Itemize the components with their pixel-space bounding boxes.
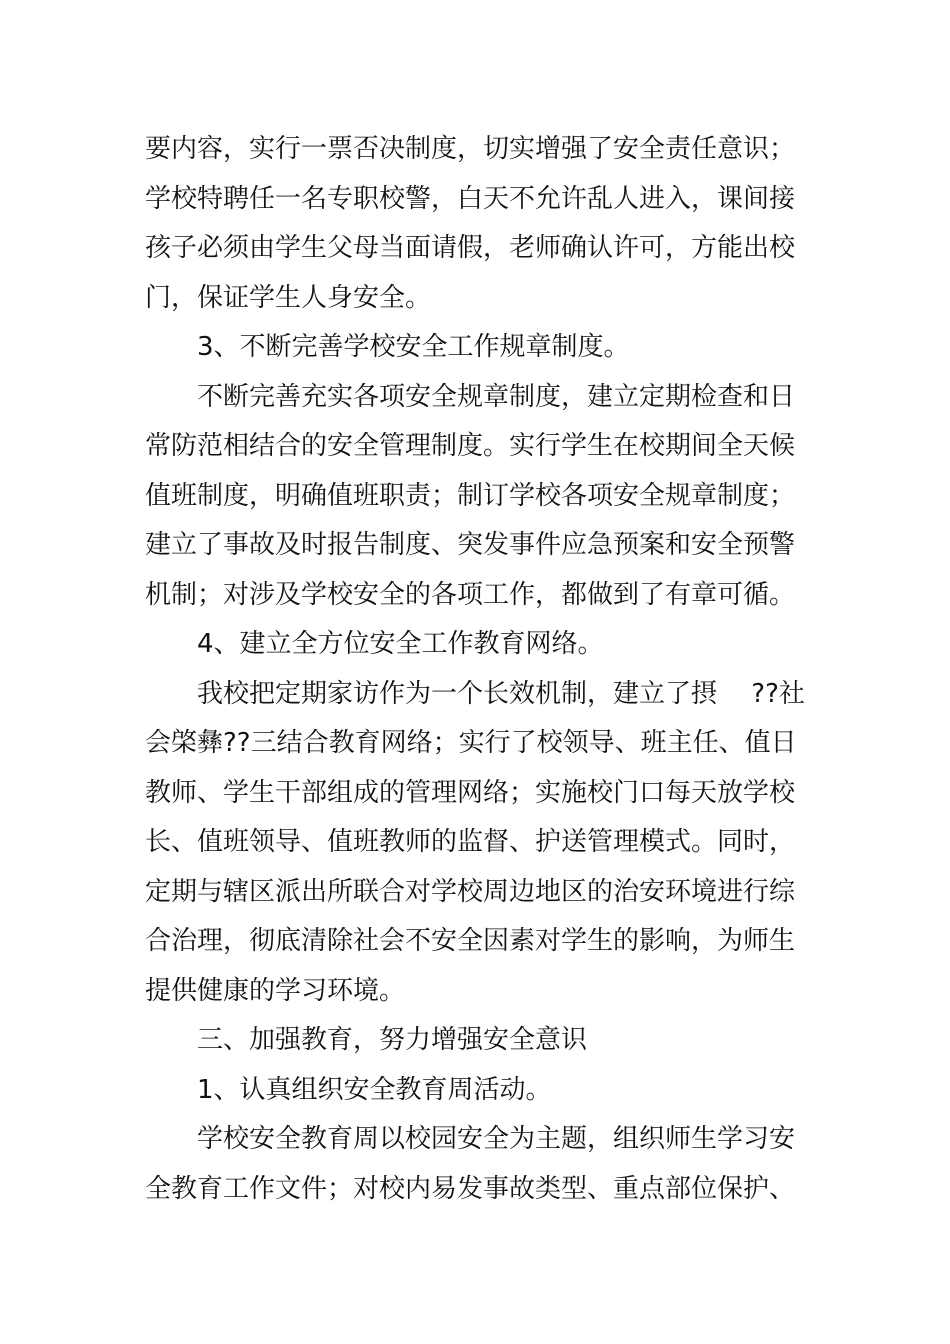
text-line: 教师、学生干部组成的管理网络；实施校门口每天放学校: [145, 777, 796, 808]
text-line: 学校特聘任一名专职校警，白天不允许乱人进入，课间接: [145, 183, 796, 214]
text-line: 定期与辖区派出所联合对学校周边地区的治安环境进行综: [145, 876, 796, 907]
text-line: 常防范相结合的安全管理制度。实行学生在校期间全天候: [145, 431, 796, 461]
text-line: 提供健康的学习环境。: [145, 975, 406, 1006]
text-line: 全教育工作文件；对校内易发事故类型、重点部位保护、: [145, 1173, 796, 1204]
section-heading: 3、不断完善学校安全工作规章制度。: [197, 332, 630, 362]
text-line: 门，保证学生人身安全。: [145, 282, 432, 313]
text-line: 不断完善充实各项安全规章制度，建立定期检查和日: [197, 381, 796, 412]
body-text: [145, 125, 810, 1214]
section-heading: 1、认真组织安全教育周活动。: [197, 1074, 552, 1105]
text-line: 机制；对涉及学校安全的各项工作，都做到了有章可循。: [145, 579, 796, 610]
section-heading: 4、建立全方位安全工作教育网络。: [197, 629, 604, 659]
text-line: 我校把定期家访作为一个长效机制，建立了摂 ??社: [197, 678, 805, 709]
text-line: 值班制度，明确值班职责；制订学校各项安全规章制度；: [145, 480, 796, 511]
text-line: 要内容，实行一票否决制度，切实增强了安全责任意识；: [145, 134, 796, 164]
text-line: 会棨彝??三结合教育网络；实行了校领导、班主任、值日: [145, 728, 797, 758]
text-line: 建立了事故及时报告制度、突发事件应急预案和安全预警: [145, 530, 796, 560]
text-line: 长、值班领导、值班教师的监督、护送管理模式。同时，: [145, 827, 796, 857]
text-line: 孩子必须由学生父母当面请假，老师确认许可，方能出校: [145, 233, 796, 263]
text-line: 合治理，彻底清除社会不安全因素对学生的影响，为师生: [145, 926, 796, 956]
text-line: 学校安全教育周以校园安全为主题，组织师生学习安: [197, 1124, 796, 1154]
section-heading: 三、加强教育，努力增强安全意识: [197, 1025, 588, 1055]
